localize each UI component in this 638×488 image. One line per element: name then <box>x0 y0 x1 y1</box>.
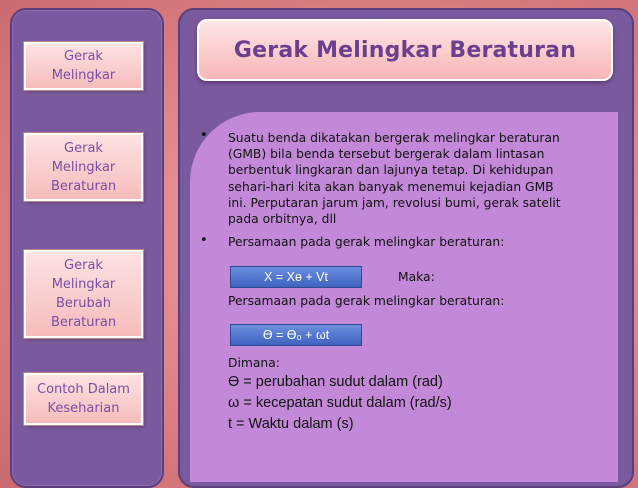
text-line: (GMB) bila benda tersebut bergerak dalam lintasan <box>228 147 545 162</box>
maka-label: Maka: <box>398 270 435 284</box>
title-box <box>197 19 613 81</box>
text-line: pada orbitnya, dll <box>228 212 337 227</box>
equation-heading-2: Persamaan pada gerak melingkar beraturan: <box>228 294 505 308</box>
sidebar-item-gmbb[interactable] <box>24 250 143 338</box>
sidebar-item-label: Contoh Dalam <box>37 382 130 397</box>
dimana-label: Dimana: <box>228 356 280 370</box>
sidebar-item-label: Berubah <box>56 296 111 311</box>
definition-theta: Ɵ = perubahan sudut dalam (rad) <box>228 374 443 390</box>
text-line: berbentuk lingkaran dan lajunya tetap. Di kehidupan <box>228 163 554 178</box>
sidebar-item-label: Gerak <box>64 49 103 64</box>
formula-box-angular: Ɵ = Ɵ₀ + ωt <box>230 324 362 346</box>
sidebar-item-label: Beraturan <box>50 315 117 330</box>
equation-heading: Persamaan pada gerak melingkar beraturan: <box>228 235 505 249</box>
formula-box-linear: X = Xɵ + Vt <box>230 266 362 288</box>
sidebar-item-label: Gerak <box>64 258 103 273</box>
text-line: Suatu benda dikatakan bergerak melingkar beraturan <box>228 131 560 145</box>
definition-omega: ω = kecepatan sudut dalam (rad/s) <box>228 395 452 411</box>
text-line: sehari-hari kita akan banyak menemui kejadian GMB <box>228 179 554 194</box>
description-paragraph <box>228 130 602 227</box>
sidebar-item-label: Keseharian <box>47 401 120 416</box>
sidebar-item-label: Gerak <box>64 140 103 156</box>
definition-time: t = Waktu dalam (s) <box>228 416 354 432</box>
sidebar-item-gmb[interactable] <box>24 133 143 201</box>
sidebar-item-label: Melingkar <box>51 277 116 292</box>
sidebar-item-contoh[interactable] <box>24 373 143 425</box>
sidebar-item-label: Melingkar <box>51 68 116 83</box>
sidebar-item-label: Melingkar <box>51 159 116 175</box>
sidebar-item-label: Beraturan <box>50 178 117 194</box>
bullet-marker: • <box>200 233 208 248</box>
sidebar-item-gerak-melingkar[interactable] <box>24 42 143 90</box>
text-line: ini. Perputaran jarum jam, revolusi bumi, gerak satelit <box>228 195 561 210</box>
page-title: Gerak Melingkar Beraturan <box>233 37 577 63</box>
bullet-marker: • <box>200 128 208 143</box>
